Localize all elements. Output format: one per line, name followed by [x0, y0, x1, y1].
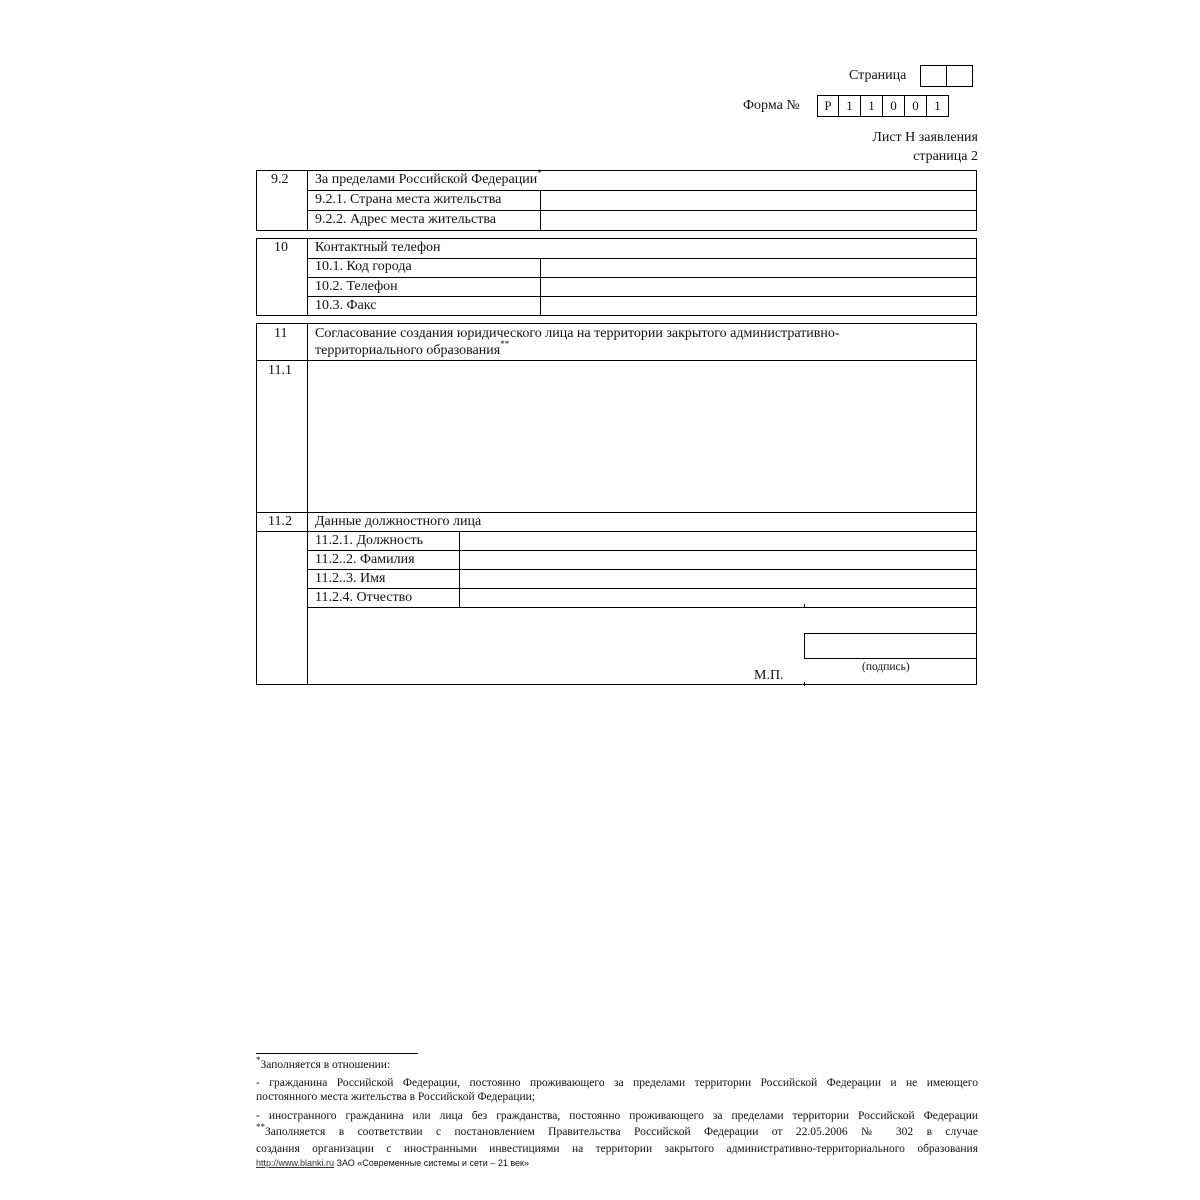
footnote-mark: ** [500, 339, 510, 349]
source-link[interactable]: http://www.blanki.ru [256, 1158, 335, 1168]
footnote-text: создания организации с иностранными инвестициями на территории закрытого административно-территориального образования [256, 1143, 978, 1155]
signature-field[interactable] [804, 633, 977, 659]
footnote-2-text [256, 1122, 978, 1139]
footnote-mark: * [256, 1055, 261, 1065]
page-label: Страница [849, 68, 907, 83]
page-number-cell-1[interactable] [920, 65, 947, 87]
country-field[interactable] [542, 191, 976, 209]
footnote-1-heading [256, 1055, 391, 1072]
form-code-cell: 1 [838, 95, 861, 117]
address-field[interactable] [542, 211, 976, 229]
footnote-text: постоянного места жительства в Российской Федерации; [256, 1091, 535, 1103]
section-title-text: территориального образования [315, 343, 501, 358]
section-title-text: За пределами Российской Федерации [315, 172, 538, 187]
section-number: 11 [274, 326, 288, 341]
section-title-line-1: Согласование создания юридического лица на территории закрытого административно- [315, 326, 840, 341]
form-code-cell: 1 [860, 95, 883, 117]
footnote-mark: * [537, 168, 542, 178]
footnote-mark: ** [256, 1122, 265, 1132]
form-number-label: Форма № [743, 98, 800, 113]
field-label-surname: 11.2..2. Фамилия [315, 552, 415, 567]
source-line [256, 1158, 529, 1168]
field-label-phone: 10.2. Телефон [315, 279, 398, 294]
section-title-line-2 [315, 339, 510, 359]
form-code-cell: Р [817, 95, 839, 117]
field-label-fax: 10.3. Факс [315, 298, 377, 313]
field-label-city-code: 10.1. Код города [315, 259, 412, 274]
subsection-title: Данные должностного лица [315, 514, 482, 529]
footnote-text: - гражданина Российской Федерации, постоянно проживающего за пределами территории Российской Федерации и не имеющего [256, 1077, 978, 1089]
form-code-cell: 1 [926, 95, 949, 117]
phone-field[interactable] [542, 278, 976, 295]
seal-label: М.П. [754, 668, 784, 683]
page-number-cell-2[interactable] [946, 65, 973, 87]
footnote-text: - иностранного гражданина или лица без гражданства, постоянно проживающего за пределами территории Российской Федерации [256, 1110, 978, 1122]
signature-label: (подпись) [862, 661, 910, 673]
field-label-address: 9.2.2. Адрес места жительства [315, 212, 496, 227]
form-code-cell: 0 [882, 95, 905, 117]
field-label-name: 11.2..3. Имя [315, 571, 386, 586]
patronymic-field[interactable] [461, 589, 976, 606]
subsection-number: 11.1 [268, 363, 292, 378]
fax-field[interactable] [542, 297, 976, 315]
name-field[interactable] [461, 570, 976, 587]
section-title [315, 168, 542, 188]
field-label-country: 9.2.1. Страна места жительства [315, 192, 502, 207]
footnote-text: Заполняется в соответствии с постановлением Правительства Российской Федерации от 22.05.2006 № 302 в случае [265, 1126, 978, 1138]
sheet-title: Лист Н заявления [872, 130, 978, 145]
subsection-number: 11.2 [268, 514, 292, 529]
section-number: 9.2 [271, 172, 289, 187]
position-field[interactable] [461, 532, 976, 549]
approval-text-area[interactable] [309, 362, 975, 510]
surname-field[interactable] [461, 551, 976, 568]
field-label-position: 11.2.1. Должность [315, 533, 424, 548]
sheet-page: страница 2 [913, 149, 978, 164]
form-code-cell: 0 [904, 95, 927, 117]
footnote-divider [256, 1053, 418, 1054]
section-number: 10 [274, 240, 288, 255]
field-label-patronymic: 11.2.4. Отчество [315, 590, 413, 605]
city-code-field[interactable] [542, 259, 976, 276]
footnote-text: Заполняется в отношении: [260, 1059, 391, 1071]
source-company: ЗАО «Современные системы и сети – 21 век» [336, 1158, 529, 1168]
section-title: Контактный телефон [315, 240, 441, 255]
